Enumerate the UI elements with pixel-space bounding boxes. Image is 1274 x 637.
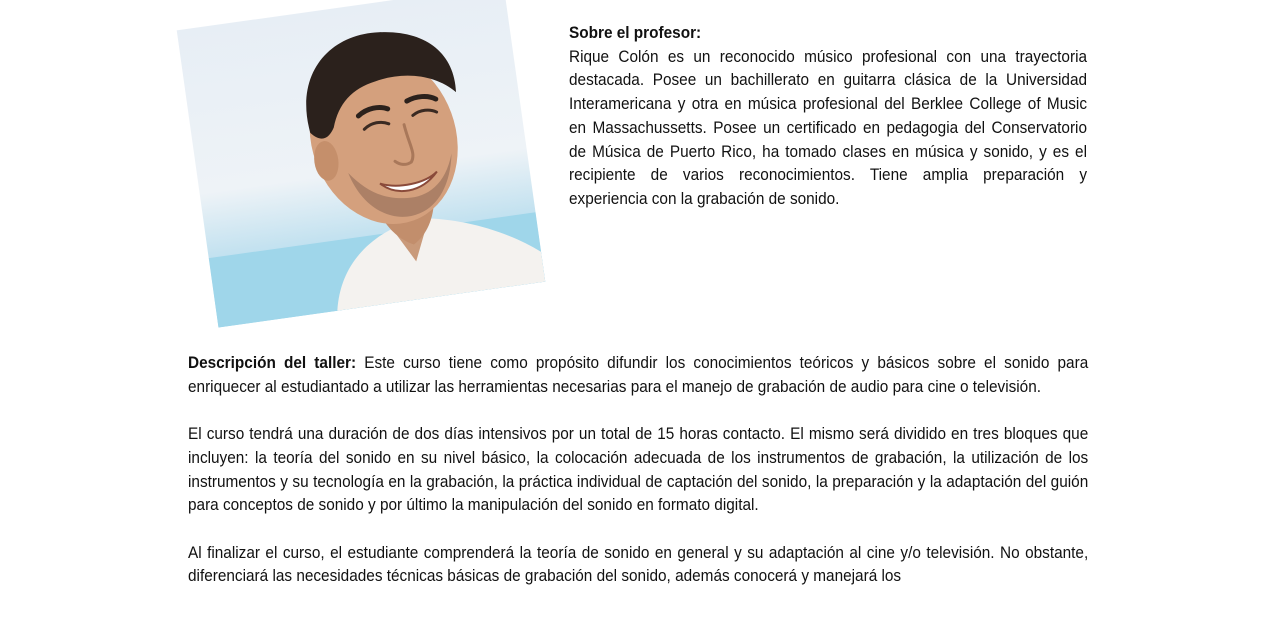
workshop-label: Descripción del taller: — [188, 354, 357, 372]
professor-heading: Sobre el profesor: — [569, 24, 702, 42]
workshop-description — [188, 352, 1088, 613]
professor-section — [569, 22, 1087, 212]
workshop-outcomes-paragraph: Al finalizar el curso, el estudiante comprenderá la teoría de sonido en general y su adaptación al cine y/o televisión. No obstante, diferenciará las necesidades técnicas básicas de grabación del sonido, además conocerá y manejará los — [188, 543, 1089, 586]
professor-bio: Rique Colón es un reconocido músico profesional con una trayectoria destacada. Posee un bachillerato en guitarra clásica de la Universidad Interamericana y otra en música profesional del Berklee College of Music en Massachussetts. Posee un certificado en pedagogia del Conservatorio de Música de Puerto Rico, ha tomado clases en música y sonido, y es el recipiente de varios reconocimientos. Tiene amplia preparación y experiencia con la grabación de sonido. — [569, 47, 1088, 208]
workshop-duration-paragraph: El curso tendrá una duración de dos días intensivos por un total de 15 horas contacto. El mismo será dividido en tres bloques que incluyen: la teoría del sonido en su nivel básico, la colocación adecuada de los instrumentos de grabación, la utilización de los instrumentos y su tecnología en la grabación, la práctica individual de captación del sonido, la preparación y la adaptación del guión para conceptos de sonido y por último la manipulación del sonido en formato digital. — [188, 425, 1089, 515]
professor-photo — [177, 0, 546, 328]
workshop-intro: Este curso tiene como propósito difundir los conocimientos teóricos y básicos sobre el sonido para enriquecer al estudiantado a utilizar las herramientas necesarias para el manejo de grabación de audio para cine o televisión. — [188, 354, 1089, 396]
workshop-intro-paragraph — [188, 352, 1088, 399]
professor-portrait — [177, 0, 546, 328]
